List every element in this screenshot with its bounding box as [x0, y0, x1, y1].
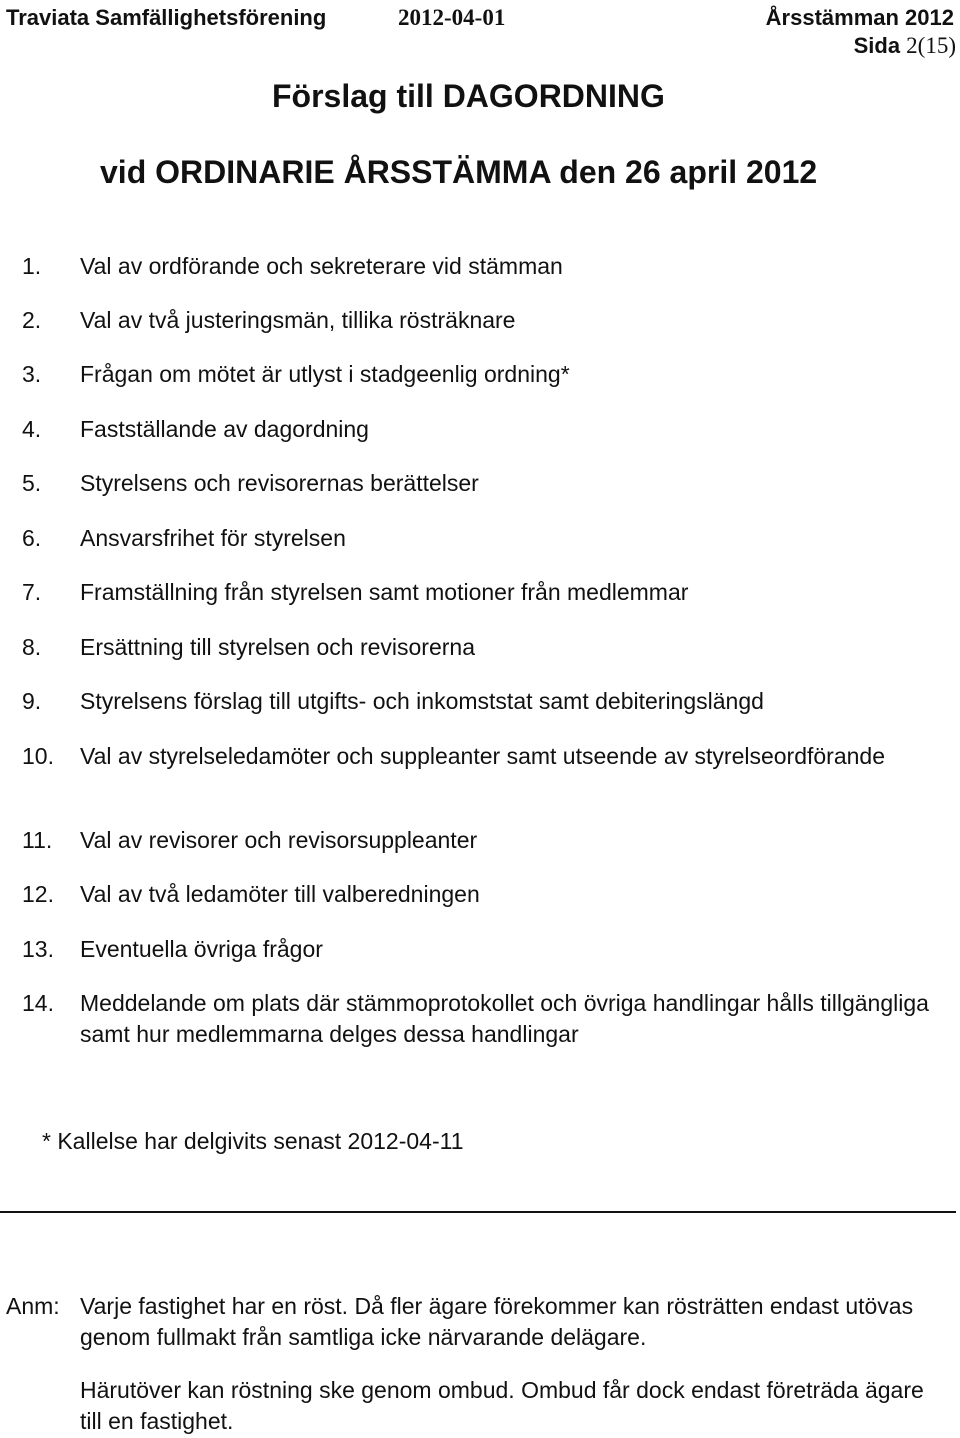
- agenda-item-number: 3.: [22, 361, 42, 387]
- agenda-item-number: 13.: [22, 936, 54, 962]
- agenda-item-number: 7.: [22, 579, 42, 605]
- agenda-item-number: 8.: [22, 634, 42, 660]
- note-paragraph-2: Härutöver kan röstning ske genom ombud. Ombud får dock endast företräda ägare till en fastighet.: [80, 1377, 924, 1434]
- note-paragraph-1: Varje fastighet har en röst. Då fler ägare förekommer kan rösträtten endast utövas genom fullmakt från samtliga icke närvarande delägare.: [80, 1293, 914, 1350]
- document-subtitle: vid ORDINARIE ÅRSSTÄMMA den 26 april 2012: [100, 154, 818, 190]
- agenda-item-number: 10.: [22, 743, 54, 769]
- agenda-item-number: 5.: [22, 470, 42, 496]
- page-number: 2(15): [906, 33, 956, 58]
- agenda-item-text: Val av styrelseledamöter och suppleanter samt utseende av styrelseordförande: [80, 743, 886, 769]
- agenda-item-text: Framställning från styrelsen samt motioner från medlemmar: [80, 579, 689, 605]
- document-title: Förslag till DAGORDNING: [272, 78, 665, 114]
- agenda-item-text: Val av två justeringsmän, tillika rösträknare: [80, 307, 516, 333]
- agenda-item-number: 14.: [22, 990, 54, 1016]
- agenda-item-text: Styrelsens och revisorernas berättelser: [80, 470, 479, 496]
- note-label: Anm:: [6, 1293, 60, 1319]
- agenda-item-number: 11.: [22, 827, 53, 853]
- divider-line: [0, 1211, 956, 1213]
- agenda-item-text: Meddelande om plats där stämmoprotokollet och övriga handlingar hålls tillgängliga samt hur medlemmarna delges dessa handlingar: [80, 990, 929, 1047]
- agenda-item-number: 12.: [22, 881, 54, 907]
- agenda-item-text: Val av två ledamöter till valberedningen: [80, 881, 480, 907]
- agenda-item-number: 2.: [22, 307, 42, 333]
- agenda-item-number: 6.: [22, 525, 42, 551]
- agenda-item-text: Ansvarsfrihet för styrelsen: [80, 525, 346, 551]
- footnote: * Kallelse har delgivits senast 2012-04-11: [42, 1128, 464, 1154]
- agenda-item-number: 4.: [22, 416, 42, 442]
- header-meeting: Årsstämman 2012: [765, 5, 954, 30]
- agenda-item-number: 9.: [22, 688, 42, 714]
- header-page-indicator: [854, 32, 956, 60]
- page-prefix: Sida: [853, 33, 907, 58]
- header-organization: Traviata Samfällighetsförening: [6, 5, 327, 30]
- agenda-item-text: Ersättning till styrelsen och revisorerna: [80, 634, 475, 660]
- agenda-item-text: Val av revisorer och revisorsuppleanter: [80, 827, 478, 853]
- agenda-item-text: Val av ordförande och sekreterare vid stämman: [80, 253, 563, 279]
- agenda-item-text: Styrelsens förslag till utgifts- och inkomststat samt debiteringslängd: [80, 688, 764, 714]
- agenda-item-text: Eventuella övriga frågor: [80, 936, 323, 962]
- agenda-item-number: 1.: [22, 253, 42, 279]
- agenda-item-text: Frågan om mötet är utlyst i stadgeenlig ordning*: [80, 361, 570, 387]
- header-date: 2012-04-01: [398, 5, 506, 30]
- agenda-item-text: Fastställande av dagordning: [80, 416, 369, 442]
